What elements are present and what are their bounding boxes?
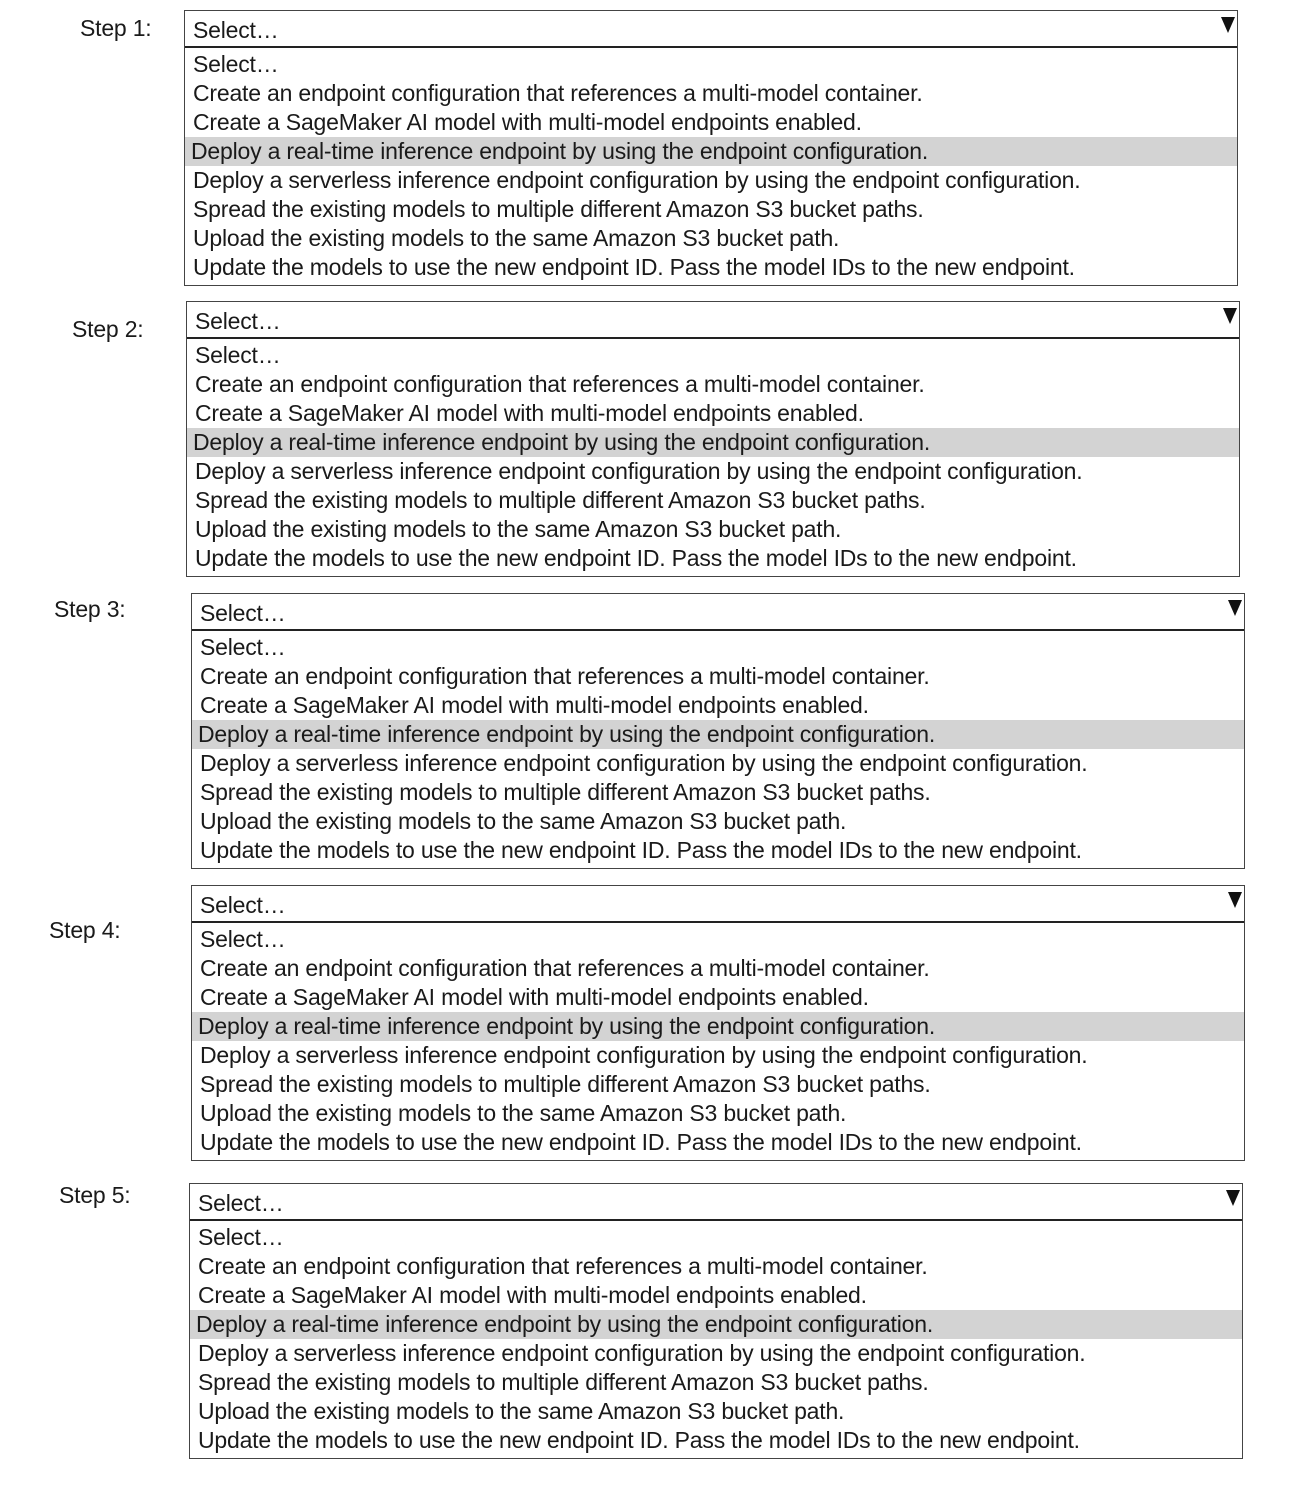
option-create-sagemaker-model[interactable]: Create a SageMaker AI model with multi-model endpoints enabled.: [200, 984, 869, 1010]
step-2-selected-value: Select…: [195, 308, 281, 334]
option-create-endpoint-config[interactable]: Create an endpoint configuration that references a multi-model container.: [200, 955, 930, 981]
step-3-selected-value: Select…: [200, 600, 286, 626]
step-4-label: Step 4:: [49, 917, 121, 943]
option-create-sagemaker-model[interactable]: Create a SageMaker AI model with multi-model endpoints enabled.: [198, 1282, 867, 1308]
option-create-sagemaker-model[interactable]: Create a SageMaker AI model with multi-model endpoints enabled.: [193, 109, 862, 135]
option-create-endpoint-config[interactable]: Create an endpoint configuration that references a multi-model container.: [195, 371, 925, 397]
option-spread-models[interactable]: Spread the existing models to multiple different Amazon S3 bucket paths.: [193, 196, 924, 222]
option-select[interactable]: Select…: [200, 926, 286, 952]
option-deploy-realtime-endpoint[interactable]: Deploy a real-time inference endpoint by using the endpoint configuration.: [192, 1012, 1244, 1041]
chevron-down-icon[interactable]: [1223, 308, 1237, 324]
option-update-models[interactable]: Update the models to use the new endpoint ID. Pass the model IDs to the new endpoint.: [195, 545, 1077, 571]
step-2-label: Step 2:: [72, 316, 144, 342]
option-deploy-realtime-endpoint[interactable]: Deploy a real-time inference endpoint by using the endpoint configuration.: [192, 720, 1244, 749]
option-create-endpoint-config[interactable]: Create an endpoint configuration that references a multi-model container.: [200, 663, 930, 689]
option-select[interactable]: Select…: [200, 634, 286, 660]
option-update-models[interactable]: Update the models to use the new endpoint ID. Pass the model IDs to the new endpoint.: [200, 1129, 1082, 1155]
chevron-down-icon[interactable]: [1226, 1190, 1240, 1206]
chevron-down-icon[interactable]: [1228, 892, 1242, 908]
chevron-down-icon[interactable]: [1228, 600, 1242, 616]
option-deploy-realtime-endpoint[interactable]: Deploy a real-time inference endpoint by using the endpoint configuration.: [190, 1310, 1242, 1339]
option-deploy-serverless-endpoint[interactable]: Deploy a serverless inference endpoint configuration by using the endpoint configuration.: [193, 167, 1081, 193]
step-1-label: Step 1:: [80, 15, 152, 41]
option-spread-models[interactable]: Spread the existing models to multiple different Amazon S3 bucket paths.: [200, 779, 931, 805]
step-3-select[interactable]: [192, 594, 1244, 631]
option-deploy-serverless-endpoint[interactable]: Deploy a serverless inference endpoint configuration by using the endpoint configuration.: [200, 1042, 1088, 1068]
step-1-options-list: [185, 48, 1237, 285]
step-4-options-list: [192, 923, 1244, 1160]
option-select[interactable]: Select…: [195, 342, 281, 368]
option-update-models[interactable]: Update the models to use the new endpoint ID. Pass the model IDs to the new endpoint.: [198, 1427, 1080, 1453]
step-5-label: Step 5:: [59, 1182, 131, 1208]
option-upload-models[interactable]: Upload the existing models to the same Amazon S3 bucket path.: [193, 225, 840, 251]
option-update-models[interactable]: Update the models to use the new endpoint ID. Pass the model IDs to the new endpoint.: [200, 837, 1082, 863]
step-3-options-list: [192, 631, 1244, 868]
option-upload-models[interactable]: Upload the existing models to the same Amazon S3 bucket path.: [200, 808, 847, 834]
step-5-select[interactable]: [190, 1184, 1242, 1221]
option-deploy-serverless-endpoint[interactable]: Deploy a serverless inference endpoint configuration by using the endpoint configuration.: [200, 750, 1088, 776]
option-spread-models[interactable]: Spread the existing models to multiple different Amazon S3 bucket paths.: [195, 487, 926, 513]
option-deploy-realtime-endpoint[interactable]: Deploy a real-time inference endpoint by using the endpoint configuration.: [187, 428, 1239, 457]
option-create-sagemaker-model[interactable]: Create a SageMaker AI model with multi-model endpoints enabled.: [200, 692, 869, 718]
option-update-models[interactable]: Update the models to use the new endpoint ID. Pass the model IDs to the new endpoint.: [193, 254, 1075, 280]
step-5-dropdown[interactable]: [189, 1183, 1243, 1459]
step-3-label: Step 3:: [54, 596, 126, 622]
option-upload-models[interactable]: Upload the existing models to the same Amazon S3 bucket path.: [195, 516, 842, 542]
step-2-dropdown[interactable]: [186, 301, 1240, 577]
step-4-dropdown[interactable]: [191, 885, 1245, 1161]
option-deploy-serverless-endpoint[interactable]: Deploy a serverless inference endpoint configuration by using the endpoint configuration.: [198, 1340, 1086, 1366]
option-deploy-realtime-endpoint[interactable]: Deploy a real-time inference endpoint by using the endpoint configuration.: [185, 137, 1237, 166]
option-deploy-serverless-endpoint[interactable]: Deploy a serverless inference endpoint configuration by using the endpoint configuration.: [195, 458, 1083, 484]
step-2-options-list: [187, 339, 1239, 576]
step-4-select[interactable]: [192, 886, 1244, 923]
step-1-dropdown[interactable]: [184, 10, 1238, 286]
step-3-dropdown[interactable]: [191, 593, 1245, 869]
step-5-options-list: [190, 1221, 1242, 1458]
chevron-down-icon[interactable]: [1221, 17, 1235, 33]
option-select[interactable]: Select…: [193, 51, 279, 77]
option-upload-models[interactable]: Upload the existing models to the same Amazon S3 bucket path.: [198, 1398, 845, 1424]
option-upload-models[interactable]: Upload the existing models to the same Amazon S3 bucket path.: [200, 1100, 847, 1126]
option-spread-models[interactable]: Spread the existing models to multiple different Amazon S3 bucket paths.: [200, 1071, 931, 1097]
step-2-select[interactable]: [187, 302, 1239, 339]
step-1-select[interactable]: [185, 11, 1237, 48]
step-5-selected-value: Select…: [198, 1190, 284, 1216]
option-create-sagemaker-model[interactable]: Create a SageMaker AI model with multi-model endpoints enabled.: [195, 400, 864, 426]
step-4-selected-value: Select…: [200, 892, 286, 918]
option-select[interactable]: Select…: [198, 1224, 284, 1250]
option-create-endpoint-config[interactable]: Create an endpoint configuration that references a multi-model container.: [193, 80, 923, 106]
option-spread-models[interactable]: Spread the existing models to multiple different Amazon S3 bucket paths.: [198, 1369, 929, 1395]
step-1-selected-value: Select…: [193, 17, 279, 43]
option-create-endpoint-config[interactable]: Create an endpoint configuration that references a multi-model container.: [198, 1253, 928, 1279]
